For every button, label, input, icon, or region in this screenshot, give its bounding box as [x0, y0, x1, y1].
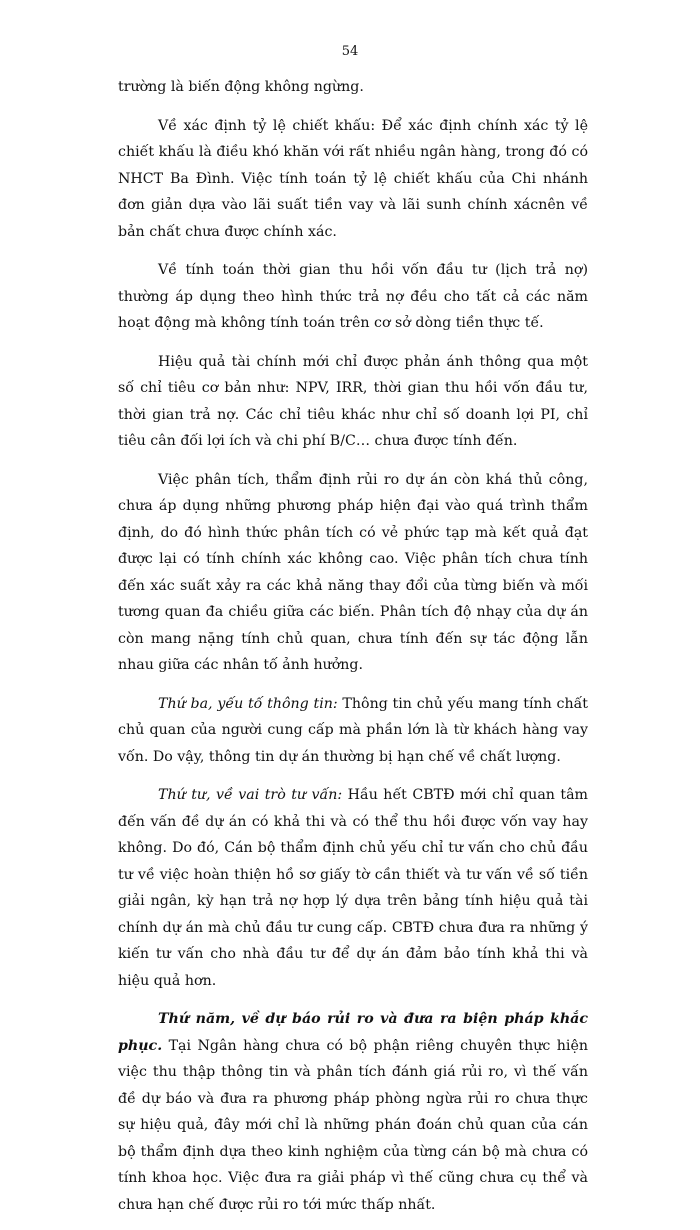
paragraph-text: Về xác định tỷ lệ chiết khấu: Để xác định chính xác tỷ lệ chiết khấu là điều khó khăn với rất nhiều ngân hàng, trong đó có NHCT Ba Đình. Việc tính toán tỷ lệ chiết khấu của Chi nhánh đơn giản dựa vào lãi suất tiền vay và lãi sunh chính xácnên về bản chất chưa được chính xác. — [118, 117, 588, 240]
paragraph-lead: Thứ năm, về dự báo rủi ro và đưa ra biện pháp khắc phục. — [118, 1011, 588, 1054]
paragraph-5 — [118, 467, 588, 679]
paragraph-lead: Thứ ba, yếu tố thông tin: — [158, 695, 338, 712]
paragraph-text: Về tính toán thời gian thu hồi vốn đầu tư (lịch trả nợ) thường áp dụng theo hình thức trả nợ đều cho tất cả các năm hoạt động mà không tính toán trên cơ sở dòng tiền thực tế. — [118, 262, 588, 331]
paragraph-text: Hầu hết CBTĐ mới chỉ quan tâm đến vấn đề dự án có khả thi và có thể thu hồi được vốn vay hay không. Do đó, Cán bộ thẩm định chủ yếu chỉ tư vấn cho chủ đầu tư về việc hoàn thiện hồ sơ giấy tờ cần thiết và tư vấn về số tiền giải ngân, kỳ hạn trả nợ hợp lý dựa trên bảng tính hiệu quả tài chính dự án mà chủ đầu tư cung cấp. CBTĐ chưa đưa ra những ý kiến tư vấn cho nhà đầu tư để dự án đảm bảo tính khả thi và hiệu quả hơn. — [118, 787, 588, 989]
page-number: 54 — [341, 44, 359, 59]
paragraph-2 — [118, 113, 588, 246]
paragraph-text: trường là biến động không ngừng. — [118, 79, 364, 95]
paragraph-7 — [118, 782, 588, 994]
paragraph-text: Thông tin chủ yếu mang tính chất chủ quan của người cung cấp mà phần lớn là từ khách hàng vay vốn. Do vậy, thông tin dự án thường bị hạn chế về chất lượng. — [118, 695, 589, 765]
paragraph-lead: Thứ tư, về vai trò tư vấn: — [158, 787, 343, 803]
paragraph-text: Hiệu quả tài chính mới chỉ được phản ánh thông qua một số chỉ tiêu cơ bản như: NPV, IRR, thời gian thu hồi vốn đầu tư, thời gian trả nợ. Các chỉ tiêu khác như chỉ số doanh lợi PI, chỉ tiêu cân đối lợi ích và chi phí B/C… chưa được tính đến. — [118, 353, 588, 449]
paragraph-text: Tại Ngân hàng chưa có bộ phận riêng chuyên thực hiện việc thu thập thông tin và phân tích đánh giá rủi ro, vì thế vấn đề dự báo và đưa ra phương pháp phòng ngừa rủi ro chưa thực sự hiệu quả, đây mới chỉ là những phán đoán chủ quan của cán bộ thẩm định dựa theo kinh nghiệm của từng cán bộ mà chưa có tính khoa học. Việc đưa ra giải pháp vì thế cũng chưa cụ thể và chưa hạn chế được rủi ro tới mức thấp nhất. — [118, 1037, 588, 1213]
paragraph-1 — [118, 74, 588, 101]
paragraph-6 — [118, 691, 588, 771]
paragraph-8 — [118, 1006, 588, 1218]
body-text — [118, 74, 588, 1230]
paragraph-text: Việc phân tích, thẩm định rủi ro dự án còn khá thủ công, chưa áp dụng những phương pháp hiện đại vào quá trình thẩm định, do đó hình thức phân tích có vẻ phức tạp mà kết quả đạt được lại có tính chính xác không cao. Việc phân tích chưa tính đến xác suất xảy ra các khả năng thay đổi của từng biến và mối tương quan đa chiều giữa các biến. Phân tích độ nhạy của dự án còn mang nặng tính chủ quan, chưa tính đến sự tác động lẫn nhau giữa các nhân tố ảnh hưởng. — [118, 471, 588, 673]
paragraph-3 — [118, 257, 588, 337]
paragraph-4 — [118, 349, 588, 455]
